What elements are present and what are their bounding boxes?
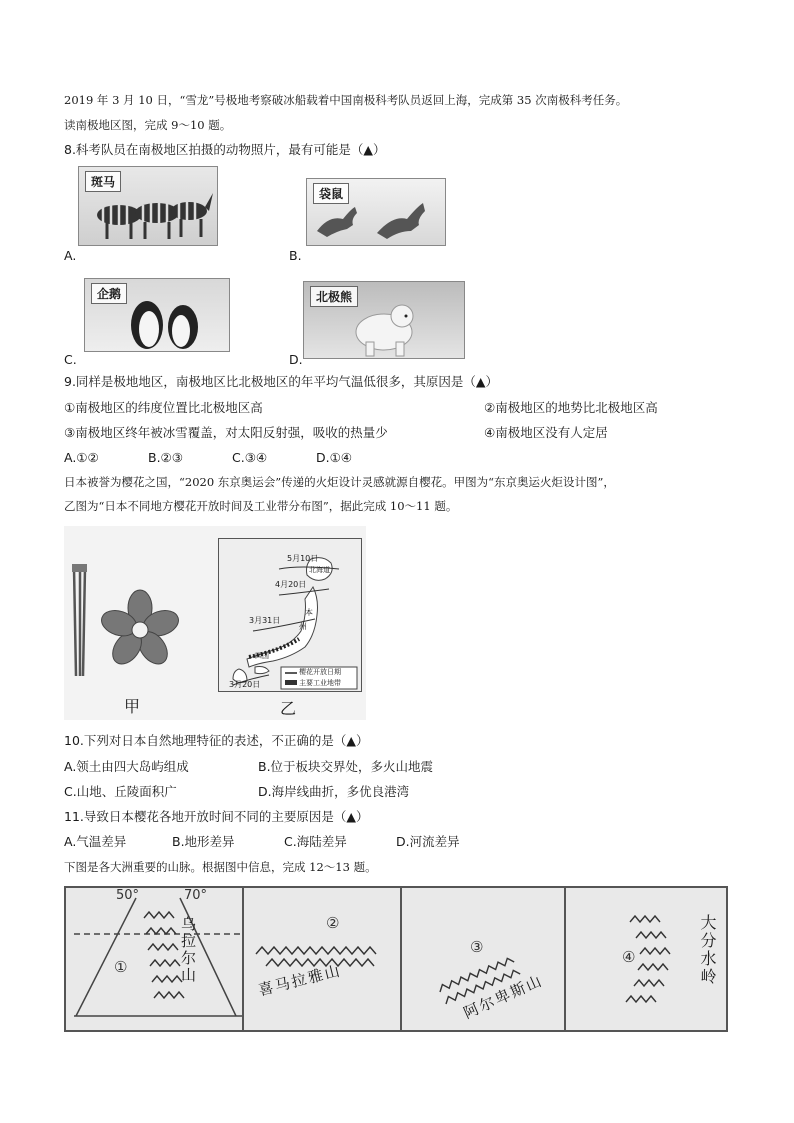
region-shu: 州 <box>299 622 307 631</box>
option-10-a: A.领土由四大岛屿组成 <box>64 759 189 774</box>
legend-sakura-date: 樱花开放日期 <box>299 668 341 676</box>
panel-4 <box>564 888 726 1030</box>
photo-label-kangaroo: 袋鼠 <box>313 183 349 204</box>
photo-label-zebra: 斑马 <box>85 171 121 192</box>
torch-design-image <box>64 526 204 720</box>
sakura-date-apr20: 4月20日 <box>275 580 307 589</box>
label-jia: 甲 <box>124 697 141 716</box>
q9-statement-2: ②南极地区的地势比北极地区高 <box>484 400 658 415</box>
mountain-ranges-figure <box>64 886 728 1032</box>
option-9-d: D.①④ <box>316 450 353 465</box>
option-11-b: B.地形差异 <box>172 834 235 849</box>
photo-label-polar-bear: 北极熊 <box>310 286 358 307</box>
region-hokkaido: 北海道 <box>309 566 330 574</box>
option-11-a: A.气温差异 <box>64 834 127 849</box>
option-8-d: D. <box>289 352 303 367</box>
latitude-70: 70° <box>184 888 208 903</box>
option-11-c: C.海陆差异 <box>284 834 347 849</box>
great-dividing-range-label: 大分水岭 <box>698 914 717 986</box>
ural-mountains-drawing <box>66 888 242 1030</box>
panel-2 <box>242 888 402 1030</box>
option-9-b: B.②③ <box>148 450 183 465</box>
q9-statement-4: ④南极地区没有人定居 <box>484 425 608 440</box>
photo-penguin <box>84 278 230 352</box>
photo-kangaroo <box>306 178 446 246</box>
intro3-text: 下图是各大洲重要的山脉。根据图中信息，完成 12～13 题。 <box>64 860 377 874</box>
q9-statement-1: ①南极地区的纬度位置比北极地区高 <box>64 400 263 415</box>
himalaya-drawing <box>242 888 400 1030</box>
photo-polar-bear <box>303 281 465 359</box>
option-8-a: A. <box>64 248 77 263</box>
option-8-c: C. <box>64 352 77 367</box>
option-11-d: D.河流差异 <box>396 834 460 849</box>
option-9-c: C.③④ <box>232 450 268 465</box>
panel-3-number: ③ <box>470 938 484 956</box>
panel-4-number: ④ <box>622 948 636 966</box>
question-8-stem: 8.科考队员在南极地区拍摄的动物照片，最有可能是（▲） <box>64 142 386 157</box>
panel-1-number: ① <box>114 958 128 976</box>
sakura-date-mar20: 3月20日 <box>229 680 261 689</box>
latitude-50: 50° <box>116 888 140 903</box>
photo-zebra <box>78 166 218 246</box>
q9-statement-3: ③南极地区终年被冰雪覆盖，对太阳反射强，吸收的热量少 <box>64 425 388 440</box>
question-11-stem: 11.导致日本樱花各地开放时间不同的主要原因是（▲） <box>64 809 369 824</box>
photo-label-penguin: 企鹅 <box>91 283 127 304</box>
intro-line-2: 读南极地区图，完成 9～10 题。 <box>64 118 232 132</box>
option-10-c: C.山地、丘陵面积广 <box>64 784 177 799</box>
figure-jia-yi <box>64 526 366 720</box>
option-9-a: A.①② <box>64 450 99 465</box>
sakura-date-may10: 5月10日 <box>287 554 319 563</box>
region-hon: 本 <box>305 608 313 617</box>
panel-3 <box>400 888 566 1030</box>
himalaya-label: 喜马拉雅山 <box>256 961 344 1000</box>
intro-line-1: 2019 年 3 月 10 日，“雪龙”号极地考察破冰船载着中国南极科考队员返回上海，完成第 35 次南极科考任务。 <box>64 93 628 107</box>
ural-mountains-label: 乌拉尔山 <box>179 916 197 984</box>
region-shikoku: 四国 <box>255 652 269 660</box>
option-10-d: D.海岸线曲折，多优良港湾 <box>258 784 410 799</box>
japan-sakura-map <box>218 538 362 692</box>
question-10-stem: 10.下列对日本自然地理特征的表述，不正确的是（▲） <box>64 733 369 748</box>
alps-label: 阿尔卑斯山 <box>460 971 546 1023</box>
sakura-date-mar31: 3月31日 <box>249 616 281 625</box>
intro2-line-1: 日本被誉为樱花之国，“2020 东京奥运会”传递的火炬设计灵感就源自樱花。甲图为“东京奥运火炬设计图”， <box>64 475 615 489</box>
intro2-line-2: 乙图为“日本不同地方樱花开放时间及工业带分布图”，据此完成 10～11 题。 <box>64 499 458 513</box>
panel-1 <box>66 888 244 1030</box>
option-8-b: B. <box>289 248 302 263</box>
option-10-b: B.位于板块交界处，多火山地震 <box>258 759 434 774</box>
label-yi: 乙 <box>280 699 297 718</box>
question-9-stem: 9.同样是极地地区，南极地区比北极地区的年平均气温低很多，其原因是（▲） <box>64 374 499 389</box>
panel-2-number: ② <box>326 914 340 932</box>
legend-industrial-zone: 主要工业地带 <box>299 679 341 687</box>
